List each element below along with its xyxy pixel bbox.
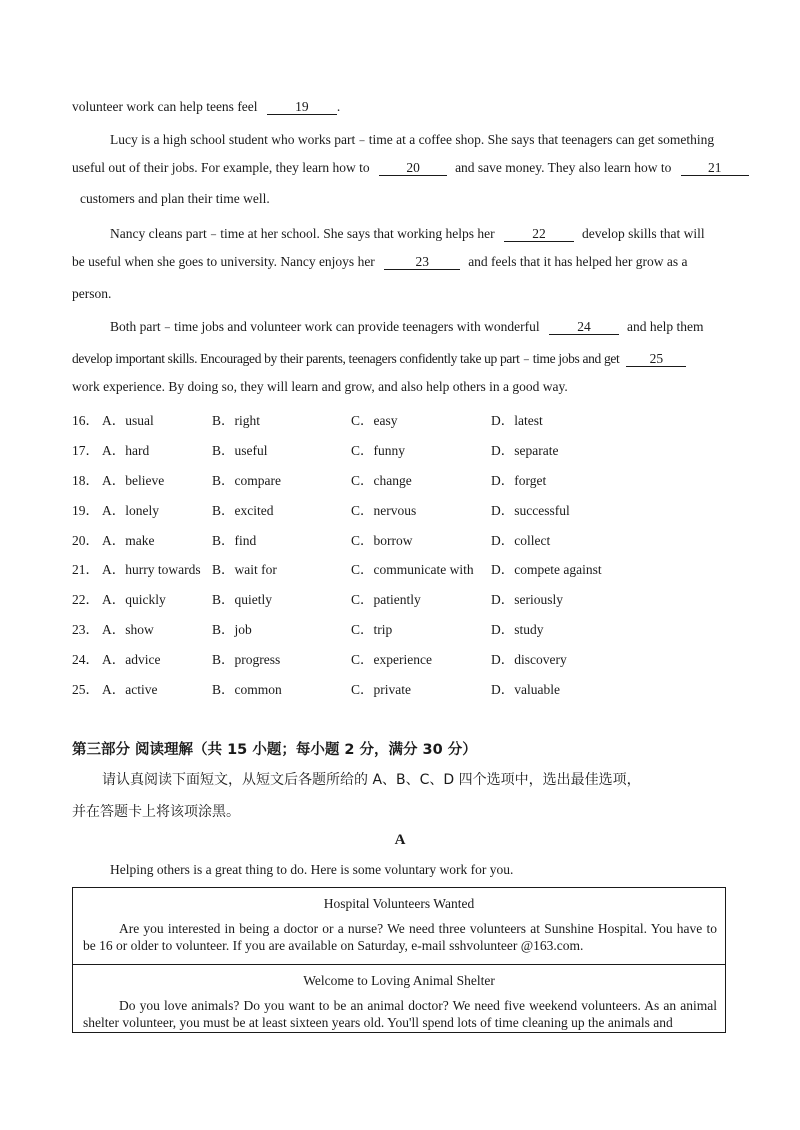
option-a: A．usual [102, 413, 154, 428]
blank-19: 19 [267, 100, 337, 115]
section-heading: 第三部分 阅读理解（共 15 小题；每小题 2 分，满分 30 分） [72, 742, 477, 758]
section-instructions-1: 请认真阅读下面短文，从短文后各题所给的 A、B、C、D 四个选项中，选出最佳选项， [102, 772, 641, 788]
passage-text: . [336, 99, 341, 114]
question-number: 23． [72, 622, 99, 637]
option-a: A．quickly [102, 592, 166, 607]
question-number: 21． [72, 562, 99, 577]
option-d: D．latest [491, 413, 543, 428]
question-number: 22． [72, 592, 99, 607]
option-b: B．wait for [212, 562, 277, 577]
option-c: C．easy [351, 413, 398, 428]
blank-23: 23 [384, 255, 460, 270]
option-a: A．lonely [102, 503, 159, 518]
option-b: B．job [212, 622, 252, 637]
option-b: B．useful [212, 443, 268, 458]
passage-text: Both part﹣time jobs and volunteer work can provide teenagers with wonderful [110, 319, 540, 334]
option-c: C．change [351, 473, 412, 488]
option-c: C．private [351, 682, 411, 697]
option-d: D．collect [491, 533, 551, 548]
passage-text: and save money. They also learn how to [455, 160, 672, 175]
passage-text: and help them [627, 319, 704, 334]
question-number: 16． [72, 413, 99, 428]
question-number: 17． [72, 443, 99, 458]
option-b: B．right [212, 413, 261, 428]
option-c: C．nervous [351, 503, 417, 518]
option-b: B．common [212, 682, 282, 697]
passage-line-1 [72, 99, 340, 115]
option-c: C．experience [351, 652, 432, 667]
ad-box-hospital [72, 887, 726, 965]
option-a: A．show [102, 622, 154, 637]
option-b: B．quietly [212, 592, 272, 607]
question-number: 24． [72, 652, 99, 667]
option-c: C．patiently [351, 592, 421, 607]
option-b: B．find [212, 533, 257, 548]
passage-text: be useful when she goes to university. Nancy enjoys her [72, 254, 375, 269]
ad-body: Do you love animals? Do you want to be an animal doctor? We need five weekend volunteers. As an animal shelter volunteer, you must be at least sixteen years old. You'll spend lots of time cleaning up the animals and [83, 998, 717, 1030]
passage-text: Nancy cleans part﹣time at her school. She says that working helps her [110, 226, 495, 241]
option-b: B．progress [212, 652, 281, 667]
passage-line-6 [72, 254, 687, 270]
passage-line-2: Lucy is a high school student who works part﹣time at a coffee shop. She says that teenagers can get something [110, 132, 715, 147]
passage-text: develop important skills. Encouraged by their parents, teenagers confidently take up part﹣time jobs and get [72, 351, 620, 366]
option-d: D．separate [491, 443, 559, 458]
option-a: A．advice [102, 652, 161, 667]
passage-line-3 [72, 160, 749, 176]
option-d: D．discovery [491, 652, 567, 667]
option-d: D．compete against [491, 562, 602, 577]
option-a: A．make [102, 533, 155, 548]
question-number: 19． [72, 503, 99, 518]
question-number: 25． [72, 682, 99, 697]
section-instructions-2: 并在答题卡上将该项涂黑。 [72, 804, 240, 820]
option-c: C．funny [351, 443, 405, 458]
ad-body: Are you interested in being a doctor or a nurse? We need three volunteers at Sunshine Hospital. You have to be 16 or older to volunteer. If you are available on Saturday, e-mail sshvolunteer @163.com. [83, 921, 717, 953]
passage-line-4: customers and plan their time well. [80, 191, 270, 206]
blank-20: 20 [379, 161, 447, 176]
ad-box-animal-shelter [72, 965, 726, 1033]
passage-line-5 [110, 222, 705, 242]
option-d: D．valuable [491, 682, 560, 697]
reading-intro: Helping others is a great thing to do. Here is some voluntary work for you. [110, 862, 514, 877]
option-b: B．excited [212, 503, 274, 518]
blank-22: 22 [504, 227, 574, 242]
blank-24: 24 [549, 320, 619, 335]
option-d: D．successful [491, 503, 570, 518]
passage-line-8 [110, 315, 704, 335]
passage-line-9 [72, 347, 686, 367]
passage-line-7: person. [72, 286, 112, 301]
option-d: D．forget [491, 473, 547, 488]
option-d: D．seriously [491, 592, 563, 607]
ad-title: Hospital Volunteers Wanted [323, 896, 475, 911]
option-a: A．believe [102, 473, 165, 488]
option-c: C．borrow [351, 533, 413, 548]
ad-title: Welcome to Loving Animal Shelter [303, 973, 495, 988]
option-d: D．study [491, 622, 544, 637]
option-a: A．hard [102, 443, 150, 458]
option-b: B．compare [212, 473, 281, 488]
option-c: C．trip [351, 622, 393, 637]
passage-text: useful out of their jobs. For example, they learn how to [72, 160, 370, 175]
question-number: 18． [72, 473, 99, 488]
blank-21: 21 [681, 161, 749, 176]
passage-text: volunteer work can help teens feel [72, 99, 258, 114]
option-c: C．communicate with [351, 562, 474, 577]
passage-text: develop skills that will [582, 226, 705, 241]
blank-25: 25 [626, 352, 686, 367]
passage-text: and feels that it has helped her grow as a [468, 254, 688, 269]
option-a: A．active [102, 682, 158, 697]
option-a: A．hurry towards [102, 562, 201, 577]
question-number: 20． [72, 533, 99, 548]
part-label: A [394, 832, 406, 848]
passage-line-10: work experience. By doing so, they will learn and grow, and also help others in a good way. [72, 379, 568, 394]
